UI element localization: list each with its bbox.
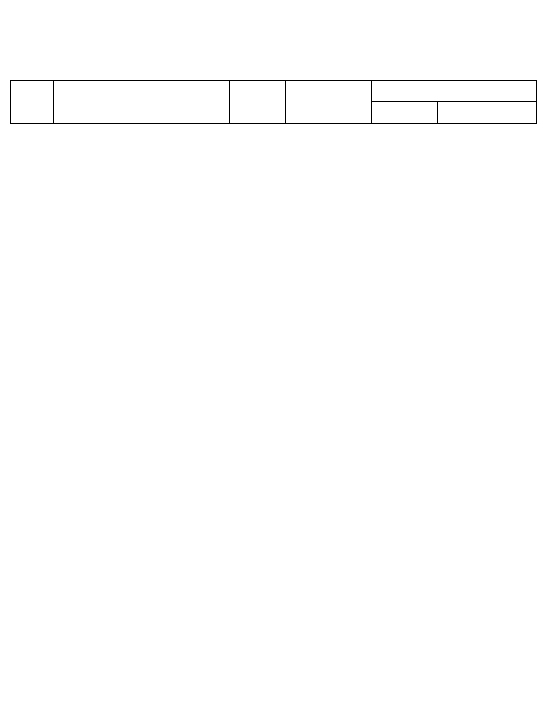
header-category [54, 81, 230, 124]
header-seq [11, 81, 54, 124]
header-count-2018 [372, 102, 438, 124]
header-row-1 [11, 81, 537, 102]
watermark-graphic [413, 683, 539, 717]
header-of-which-2018 [372, 81, 537, 102]
summary-table [10, 80, 537, 124]
header-project-count [230, 81, 286, 124]
header-investment [286, 81, 372, 124]
header-investment-2018 [438, 102, 537, 124]
watermark-logo [413, 683, 539, 717]
